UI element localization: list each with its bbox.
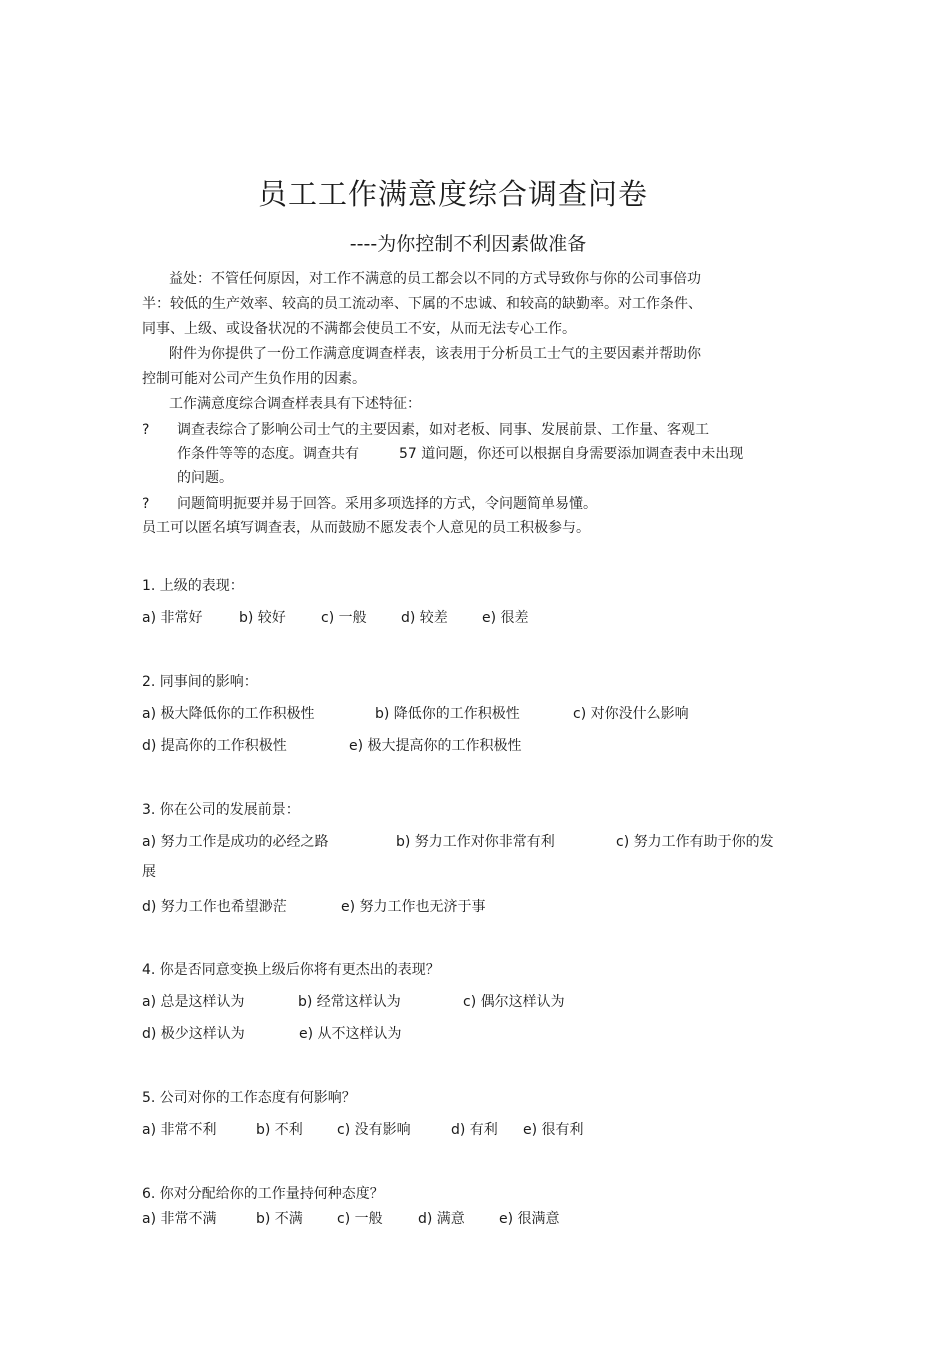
q5-option-a[interactable]: a) 非常不利 [142, 1122, 217, 1138]
intro-p3: 工作满意度综合调查样表具有下述特征： [169, 396, 421, 412]
bullet1-line3: 的问题。 [177, 470, 233, 486]
q6-option-b[interactable]: b) 不满 [256, 1211, 303, 1227]
bullet1-line1: 调查表综合了影响公司士气的主要因素，如对老板、同事、发展前景、工作量、客观工 [177, 422, 709, 438]
bullet1-line2a: 作条件等等的态度。调查共有 [177, 446, 359, 462]
q3-option-a[interactable]: a) 努力工作是成功的必经之路 [142, 834, 329, 850]
intro-p4: 员工可以匿名填写调查表，从而鼓励不愿发表个人意见的员工积极参与。 [142, 520, 590, 536]
document-subtitle: ----为你控制不利因素做准备 [349, 233, 587, 255]
q1-option-a[interactable]: a) 非常好 [142, 610, 203, 626]
q2-option-b[interactable]: b) 降低你的工作积极性 [375, 706, 520, 722]
q6-option-d[interactable]: d) 满意 [418, 1211, 465, 1227]
q2-option-d[interactable]: d) 提高你的工作积极性 [142, 738, 287, 754]
bullet1-line2b: 57 道问题，你还可以根据自身需要添加调查表中未出现 [399, 446, 744, 462]
intro-p2-line2: 控制可能对公司产生负作用的因素。 [142, 371, 366, 387]
q6-option-a[interactable]: a) 非常不满 [142, 1211, 217, 1227]
intro-p1-line2: 半：较低的生产效率、较高的员工流动率、下属的不忠诚、和较高的缺勤率。对工作条件、 [142, 296, 702, 312]
bullet-mark-1: ? [142, 422, 150, 438]
q5-option-c[interactable]: c) 没有影响 [337, 1122, 411, 1138]
q5-option-d[interactable]: d) 有利 [451, 1122, 498, 1138]
bullet-mark-2: ? [142, 496, 150, 512]
q6-option-c[interactable]: c) 一般 [337, 1211, 383, 1227]
question-1: 1. 上级的表现： [142, 578, 244, 594]
q4-option-b[interactable]: b) 经常这样认为 [298, 994, 401, 1010]
q2-option-c[interactable]: c) 对你没什么影响 [573, 706, 689, 722]
question-4: 4. 你是否同意变换上级后你将有更杰出的表现？ [142, 962, 440, 978]
document-title: 员工工作满意度综合调查问卷 [257, 177, 648, 211]
question-5: 5. 公司对你的工作态度有何影响？ [142, 1090, 356, 1106]
q1-option-d[interactable]: d) 较差 [401, 610, 448, 626]
q3-option-c-wrap: 展 [142, 864, 156, 880]
q3-option-d[interactable]: d) 努力工作也希望渺茫 [142, 899, 287, 915]
q3-option-e[interactable]: e) 努力工作也无济于事 [341, 899, 486, 915]
q1-option-e[interactable]: e) 很差 [482, 610, 529, 626]
question-2: 2. 同事间的影响： [142, 674, 258, 690]
q4-option-c[interactable]: c) 偶尔这样认为 [463, 994, 565, 1010]
q2-option-a[interactable]: a) 极大降低你的工作积极性 [142, 706, 315, 722]
q4-option-e[interactable]: e) 从不这样认为 [299, 1026, 402, 1042]
intro-p1-line3: 同事、上级、或设备状况的不满都会使员工不安，从而无法专心工作。 [142, 321, 576, 337]
q6-option-e[interactable]: e) 很满意 [499, 1211, 560, 1227]
bullet2: 问题简明扼要并易于回答。采用多项选择的方式，令问题简单易懂。 [177, 496, 597, 512]
q1-option-c[interactable]: c) 一般 [321, 610, 367, 626]
q3-option-c[interactable]: c) 努力工作有助于你的发 [616, 834, 774, 850]
q1-option-b[interactable]: b) 较好 [239, 610, 286, 626]
q4-option-a[interactable]: a) 总是这样认为 [142, 994, 245, 1010]
q5-option-e[interactable]: e) 很有利 [523, 1122, 584, 1138]
intro-p2-line1: 附件为你提供了一份工作满意度调查样表，该表用于分析员工士气的主要因素并帮助你 [169, 346, 701, 362]
question-3: 3. 你在公司的发展前景： [142, 802, 300, 818]
q3-option-b[interactable]: b) 努力工作对你非常有利 [396, 834, 555, 850]
q5-option-b[interactable]: b) 不利 [256, 1122, 303, 1138]
question-6: 6. 你对分配给你的工作量持何种态度？ [142, 1186, 384, 1202]
q2-option-e[interactable]: e) 极大提高你的工作积极性 [349, 738, 522, 754]
intro-p1-line1: 益处：不管任何原因，对工作不满意的员工都会以不同的方式导致你与你的公司事倍功 [169, 271, 701, 287]
q4-option-d[interactable]: d) 极少这样认为 [142, 1026, 245, 1042]
